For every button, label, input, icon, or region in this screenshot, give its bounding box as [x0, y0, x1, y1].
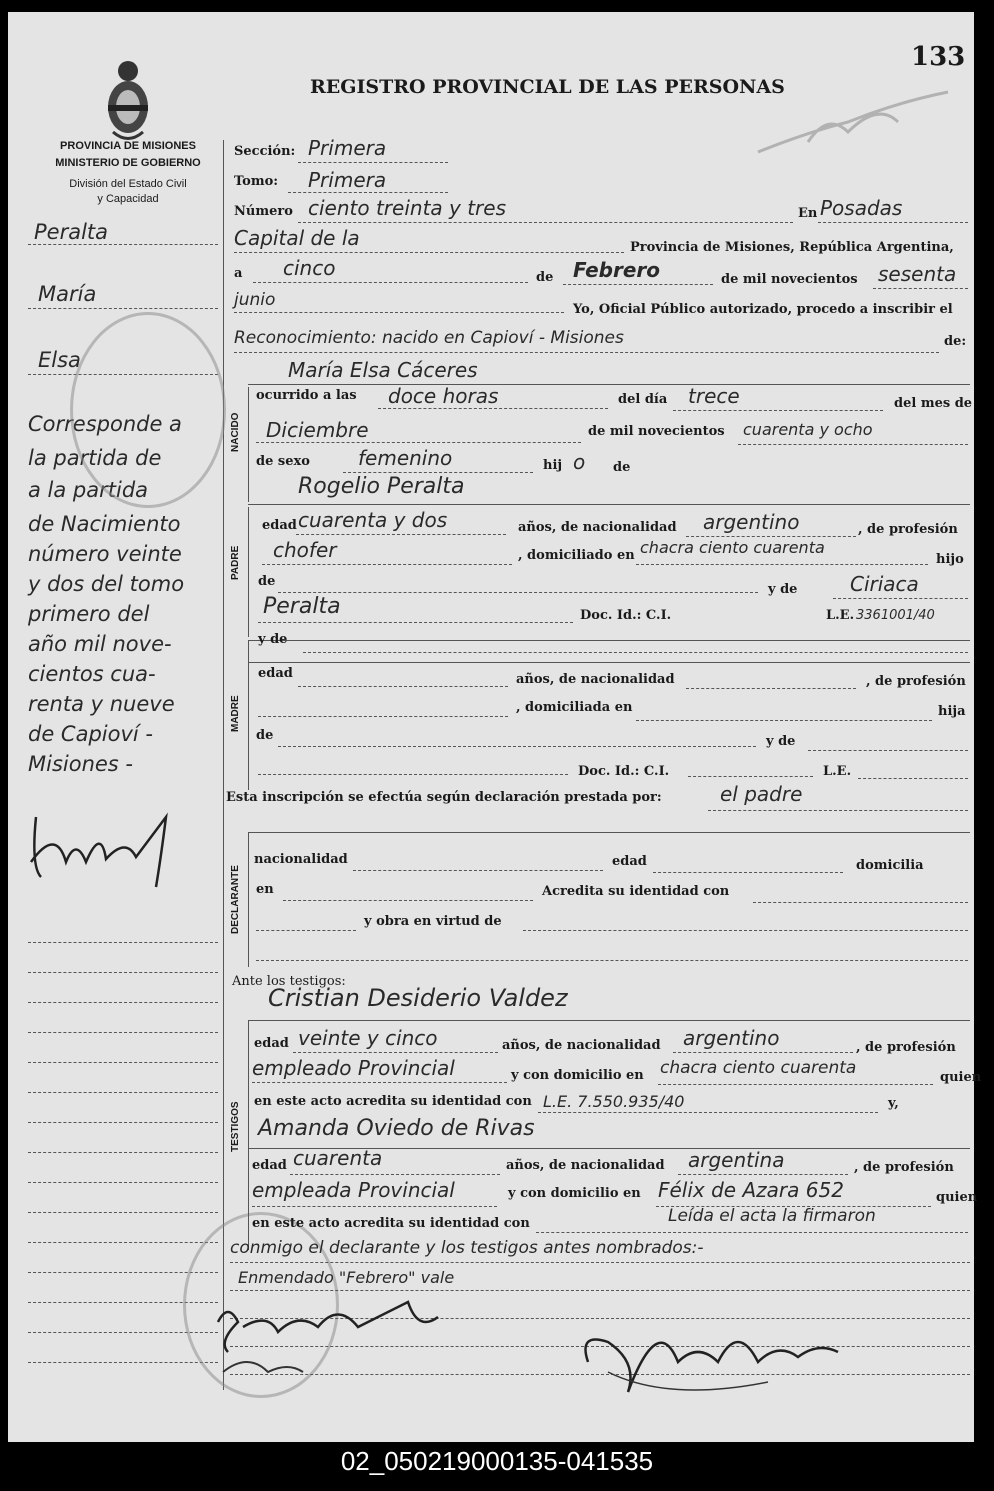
testigos-section-label: TESTIGOS	[230, 1101, 241, 1152]
margin-divider	[223, 140, 224, 1390]
volume-line	[288, 192, 448, 193]
margin-note-line: María	[38, 282, 97, 306]
margin-note-line: la partida de	[28, 446, 162, 470]
birth-day-value: trece	[688, 384, 740, 408]
mother-of-line	[278, 746, 756, 747]
margin-note-line: Corresponde a	[28, 412, 182, 436]
province-country-label: Provincia de Misiones, República Argentina,	[630, 240, 954, 255]
margin-rule	[28, 1122, 218, 1123]
margin-rule	[28, 942, 218, 943]
declarant-obra-line-left	[256, 930, 356, 931]
padre-divider	[248, 507, 249, 637]
mother-le-line	[858, 778, 968, 779]
witness-2-nationality-label: años, de nacionalidad	[506, 1158, 665, 1173]
witness-1-nationality-label: años, de nacionalidad	[502, 1038, 661, 1053]
margin-rule	[28, 308, 218, 309]
amendment-note: Enmendado "Febrero" vale	[238, 1268, 455, 1287]
margin-note-line: Peralta	[34, 220, 109, 244]
closing-line-2	[230, 1262, 970, 1263]
mother-doc-line	[258, 774, 568, 775]
declarant-nationality-line	[353, 870, 603, 871]
section-line	[298, 162, 448, 163]
declarant-by-virtue-label: y obra en virtud de	[364, 914, 502, 929]
witness-and-label: y,	[888, 1096, 899, 1111]
mother-doc-value-line	[688, 776, 813, 777]
witness-2-who-label: quien	[936, 1190, 978, 1205]
mother-daughter-label: hija	[938, 704, 966, 719]
place-line	[818, 222, 968, 223]
father-surname-line	[258, 622, 573, 623]
margin-note-line: y dos del tomo	[28, 572, 185, 596]
declarant-in-line	[283, 900, 533, 901]
city-value: Capital de la	[234, 226, 360, 250]
margin-note-line: de Nacimiento	[28, 512, 181, 536]
father-age-line	[296, 534, 506, 535]
witness-2-profession-value: empleada Provincial	[252, 1178, 455, 1202]
father-profession-label: , de profesión	[858, 522, 958, 537]
witness-1-age-label: edad	[254, 1036, 289, 1051]
margin-note-line: primero del	[28, 602, 150, 626]
time-value: doce horas	[388, 384, 499, 408]
month-line	[563, 284, 713, 285]
father-address-line	[636, 564, 928, 565]
day-label: a	[234, 266, 243, 281]
mother-le-label: L.E.	[823, 764, 852, 779]
margin-rule	[28, 244, 218, 245]
mother-nationality-label: años, de nacionalidad	[516, 672, 675, 687]
margin-rule	[28, 1152, 218, 1153]
father-mother-name: Ciriaca	[850, 572, 919, 596]
father-doc-label: Doc. Id.: C.I.	[580, 608, 672, 623]
archive-code: 02_050219000135-041535	[340, 1446, 654, 1476]
province-label: PROVINCIA DE MISIONES	[60, 140, 196, 152]
time-label: ocurrido a las	[256, 388, 357, 403]
act-line	[234, 352, 939, 353]
witness-1-line	[248, 1020, 970, 1021]
division-label: División del Estado Civil	[69, 178, 187, 190]
declaration-statement: Esta inscripción se efectúa según declaración prestada por:	[226, 790, 662, 805]
father-le-value: 3361001/40	[856, 608, 935, 623]
declarant-age-line	[653, 872, 843, 873]
declarant-age-label: edad	[612, 854, 647, 869]
declarant-line	[708, 810, 968, 811]
margin-note-line: Misiones -	[28, 752, 133, 776]
witness-2-profession-label: , de profesión	[854, 1160, 954, 1175]
child-name-line	[248, 384, 970, 385]
of-label: de:	[944, 334, 967, 349]
witness-2-nationality-value: argentina	[688, 1148, 785, 1172]
section-label: Sección:	[234, 144, 296, 159]
document-title: REGISTRO PROVINCIAL DE LAS PERSONAS	[310, 76, 785, 98]
page-number: 133	[911, 42, 966, 72]
ministry-label: MINISTERIO DE GOBIERNO	[55, 157, 201, 169]
mother-name-line	[303, 652, 968, 653]
mother-nationality-line	[686, 688, 856, 689]
birth-day-line	[673, 410, 883, 411]
capacity-label: y Capacidad	[97, 193, 159, 205]
witness-2-address-value: Félix de Azara 652	[658, 1178, 844, 1202]
father-age-value: cuarenta y dos	[298, 508, 448, 532]
month-value: Febrero	[573, 258, 661, 282]
witness-1-identity-value: L.E. 7.550.935/40	[543, 1092, 685, 1111]
closing-line-1	[663, 1232, 968, 1233]
margin-rule	[28, 1062, 218, 1063]
margin-note-line: número veinte	[28, 542, 182, 566]
official-seal	[70, 312, 226, 508]
closing-note-2: conmigo el declarante y los testigos antes nombrados:-	[230, 1238, 704, 1258]
father-and-of-label: y de	[768, 582, 798, 597]
witness-2-profession-line	[252, 1206, 497, 1207]
certificate-page	[8, 12, 982, 1442]
child-of-label: hij	[543, 458, 563, 473]
father-son-label: hijo	[936, 552, 964, 567]
margin-rule	[28, 1212, 218, 1213]
father-nationality-line	[686, 536, 856, 537]
mother-of-label: de	[256, 728, 274, 743]
padre-section-label: PADRE	[230, 545, 241, 580]
closing-note-1: Leída el acta la firmaron	[668, 1206, 876, 1226]
nacido-divider	[248, 387, 249, 502]
mother-age-label: edad	[258, 666, 293, 681]
act-type-value: Reconocimiento: nacido en Capioví - Misiones	[234, 328, 624, 348]
mother-profession-line	[258, 716, 508, 717]
father-age-label: edad	[262, 518, 297, 533]
birth-month-value: Diciembre	[266, 418, 369, 442]
corner-signature	[748, 72, 968, 172]
birth-year-line	[738, 444, 968, 445]
birth-month-line	[256, 442, 581, 443]
day-value: cinco	[283, 256, 336, 280]
father-of-line	[278, 592, 758, 593]
year-line	[873, 288, 968, 289]
witness-2-nationality-line	[678, 1174, 848, 1175]
margin-rule	[28, 1362, 218, 1363]
witness-1-nationality-value: argentino	[683, 1026, 780, 1050]
testigos-divider	[248, 1020, 249, 1250]
father-mother-line	[833, 598, 968, 599]
witness-1-profession-line	[252, 1082, 507, 1083]
father-name-line	[248, 504, 970, 505]
sex-line	[343, 472, 533, 473]
witness-2-address-label: y con domicilio en	[508, 1186, 641, 1201]
mother-doc-label: Doc. Id.: C.I.	[578, 764, 670, 779]
birth-month-label: del mes de	[894, 396, 973, 411]
witness-1-age-value: veinte y cinco	[298, 1026, 438, 1050]
declarant-identity-line	[753, 902, 968, 903]
witness-2-age-line	[290, 1174, 500, 1175]
margin-rule	[28, 1002, 218, 1003]
declarant-signature	[208, 1282, 458, 1392]
place-label: En	[798, 206, 818, 221]
declarant-value: el padre	[720, 782, 803, 806]
declarante-section-label: DECLARANTE	[230, 865, 241, 934]
father-address-value: chacra ciento cuarenta	[640, 538, 825, 557]
mother-and-of-2-label: y de	[766, 734, 796, 749]
year-label: de mil novecientos	[721, 272, 858, 287]
child-of-de-label: de	[613, 460, 631, 475]
madre-top-line	[248, 640, 970, 641]
margin-note-line: a la partida	[28, 478, 149, 502]
declarant-in-label: en	[256, 882, 274, 897]
witness-1-address-value: chacra ciento cuarenta	[660, 1058, 857, 1078]
volume-label: Tomo:	[234, 174, 279, 189]
mother-and-of-label: y de	[258, 632, 288, 647]
father-address-label: , domiciliado en	[518, 548, 635, 563]
margin-rule	[28, 1032, 218, 1033]
nacido-section-label: NACIDO	[230, 412, 241, 452]
birth-year-label: de mil novecientos	[588, 424, 725, 439]
year-value-2: junio	[234, 290, 276, 310]
margin-rule	[28, 1242, 218, 1243]
margin-rule	[28, 1092, 218, 1093]
child-of-suffix: o	[573, 450, 586, 474]
declarant-identity-label: Acredita su identidad con	[542, 884, 730, 899]
birth-year-value: cuarenta y ocho	[743, 420, 873, 439]
margin-note-line: de Capioví -	[28, 722, 153, 746]
witness-2-identity-label: en este acto acredita su identidad con	[252, 1216, 530, 1231]
declarant-extra-line	[256, 960, 968, 961]
mother-address-label: , domiciliada en	[516, 700, 633, 715]
father-name: Rogelio Peralta	[298, 474, 465, 499]
witness-1-profession-value: empleado Provincial	[252, 1056, 455, 1080]
margin-rule	[28, 1182, 218, 1183]
father-nationality-value: argentino	[703, 510, 800, 534]
father-of-label: de	[258, 574, 276, 589]
declarant-domicile-label: domicilia	[856, 858, 924, 873]
number-label: Número	[234, 204, 293, 219]
margin-rule	[28, 972, 218, 973]
mother-age-line	[298, 686, 508, 687]
witness-1-nationality-line	[673, 1052, 853, 1053]
sex-value: femenino	[358, 446, 453, 470]
witness-1-who-label: quien	[940, 1070, 982, 1085]
margin-note-line: cientos cua-	[28, 662, 156, 686]
witnesses-label: Ante los testigos:	[232, 974, 346, 989]
mother-address-line	[636, 720, 932, 721]
day-line	[253, 282, 528, 283]
mother-profession-label: , de profesión	[866, 674, 966, 689]
witness-1-address-label: y con domicilio en	[511, 1068, 644, 1083]
declarant-obra-line	[523, 930, 968, 931]
volume-value: Primera	[308, 168, 387, 192]
witness-1-identity-label: en este acto acredita su identidad con	[254, 1094, 532, 1109]
margin-signature	[16, 787, 186, 897]
city-line	[234, 252, 624, 253]
margin-note-line: Elsa	[38, 348, 81, 372]
father-profession-value: chofer	[273, 538, 337, 562]
witness-1-identity-line	[538, 1112, 878, 1113]
witness-2-age-value: cuarenta	[293, 1146, 383, 1170]
number-value: ciento treinta y tres	[308, 196, 507, 220]
father-le-label: L.E.	[826, 608, 855, 623]
birth-day-label: del día	[618, 392, 668, 407]
declarant-nationality-label: nacionalidad	[254, 852, 348, 867]
place-value: Posadas	[820, 196, 903, 220]
father-nationality-label: años, de nacionalidad	[518, 520, 677, 535]
witness-1-profession-label: , de profesión	[856, 1040, 956, 1055]
witness-2-age-label: edad	[252, 1158, 287, 1173]
declarante-top-line	[248, 832, 970, 833]
child-name: María Elsa Cáceres	[288, 358, 478, 382]
officer-statement: Yo, Oficial Público autorizado, procedo a inscribir el	[573, 302, 953, 317]
witness-1-address-line	[658, 1084, 933, 1085]
father-surname-value: Peralta	[263, 594, 341, 619]
coat-of-arms-icon	[103, 57, 153, 145]
officer-signature	[568, 1302, 868, 1412]
witness-2-name: Amanda Oviedo de Rivas	[258, 1116, 535, 1141]
witness-1-name: Cristian Desiderio Valdez	[268, 984, 568, 1012]
madre-section-label: MADRE	[230, 695, 241, 732]
section-value: Primera	[308, 136, 387, 160]
mother-and-of-2-line	[808, 750, 968, 751]
witness-1-age-line	[293, 1052, 498, 1053]
year-value-1: sesenta	[878, 262, 957, 286]
declarante-divider	[248, 832, 249, 967]
witness-2-identity-line	[536, 1232, 661, 1233]
father-profession-line	[262, 564, 512, 565]
year-line-2	[234, 312, 564, 313]
margin-note-line: año mil nove-	[28, 632, 172, 656]
number-line	[298, 222, 793, 223]
time-line	[378, 408, 608, 409]
mother-name-rule	[248, 662, 970, 663]
margin-note-line: renta y nueve	[28, 692, 175, 716]
month-of-label: de	[536, 270, 554, 285]
sex-label: de sexo	[256, 454, 310, 469]
